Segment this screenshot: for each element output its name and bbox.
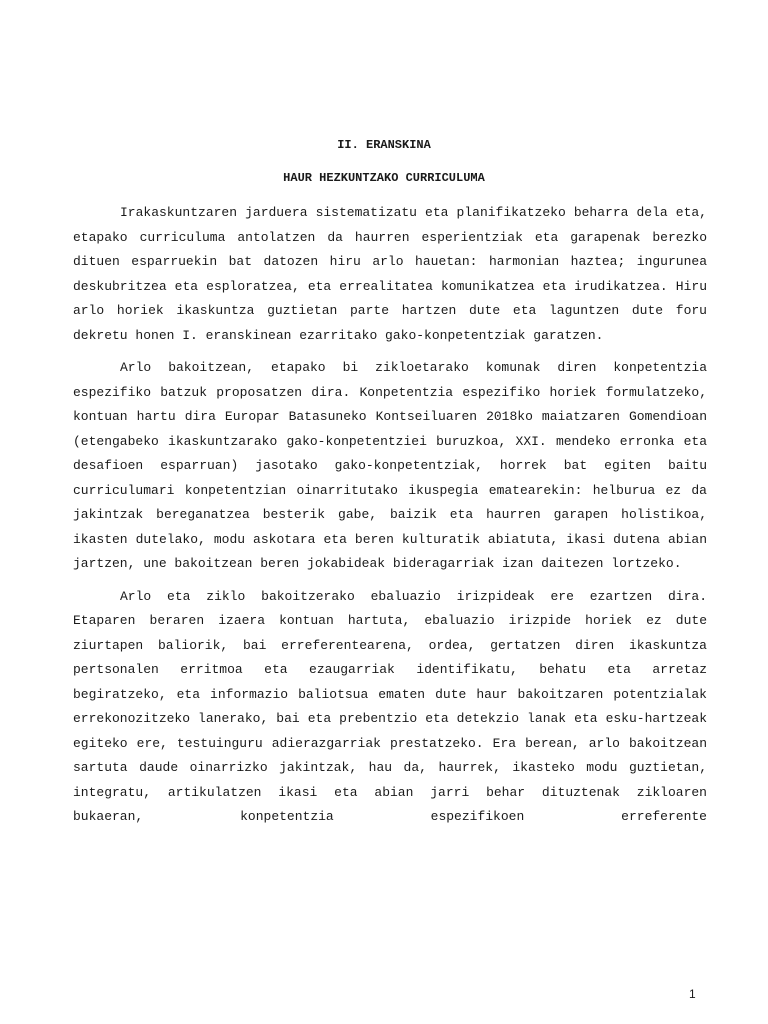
paragraph-1: Irakaskuntzaren jarduera sistematizatu eta planifikatzeko beharra dela eta, etapako curriculuma antolatzen da haurren esperientziak eta garapenak berezko dituen esparruekin bat datozen hiru arlo hauetan: harmonian haztea; ingurunea deskubritzea eta esploratzea, eta errealitatea komunikatzea eta irudikatzea. Hiru arlo horiek ikaskuntza guztietan parte hartzen dute eta laguntzen dute foru dekretu honen I. eranskinean ezarritako gako-konpetentziak garatzen. bbox=[73, 205, 707, 343]
annex-title: II. ERANSKINA bbox=[337, 138, 431, 152]
page-number: 1 bbox=[689, 987, 696, 1001]
section-title: HAUR HEZKUNTZAKO CURRICULUMA bbox=[283, 171, 485, 185]
paragraph-3: Arlo eta ziklo bakoitzerako ebaluazio irizpideak ere ezartzen dira. Etaparen beraren izaera kontuan hartuta, ebaluazio irizpide horiek ez dute ziurtapen baliorik, bai erreferentearena, ordea, gertatzen diren ikaskuntza pertsonalen erritmoa eta ezaugarriak identifikatu, behatu eta arretaz begiratzeko, eta informazio baliotsua ematen dute haur bakoitzaren potentzialak errekonozitzeko lanerako, bai eta prebentzio eta detekzio lanak eta esku-hartzeak egiteko ere, testuinguru adierazgarriak prestatzeko. Era berean, arlo bakoitzean sartuta daude oinarrizko jakintzak, hau da, haurrek, ikasteko modu guztietan, integratu, artikulatzen ikasi eta abian jarri behar dituztenak zikloaren bukaeran, konpetentzia espezifikoen erreferente bbox=[73, 588, 707, 824]
body-text bbox=[73, 201, 707, 838]
paragraph-2: Arlo bakoitzean, etapako bi zikloetarako komunak diren konpetentzia espezifiko batzuk proposatzen dira. Konpetentzia espezifiko horiek formulatzeko, kontuan hartu dira Europar Batasuneko Kontseiluaren 2018ko maiatzaren Gomendioan (etengabeko ikaskuntzarako gako-konpetentziei buruzkoa, XXI. mendeko erronka eta desafioen esparruan) jasotako gako-konpetentziak, horrek bat egiten baitu curriculumari konpetentzian oinarritutako ikuspegia ematearekin: helburua ez da jakintzak bereganatzea besterik gabe, baizik eta haurren garapen holistikoa, ikasten dutelako, modu askotara eta beren kulturatik abiatuta, ikasi dutena abian jartzen, une bakoitzean beren jokabideak bideragarriak izan daitezen lortzeko. bbox=[73, 360, 707, 571]
